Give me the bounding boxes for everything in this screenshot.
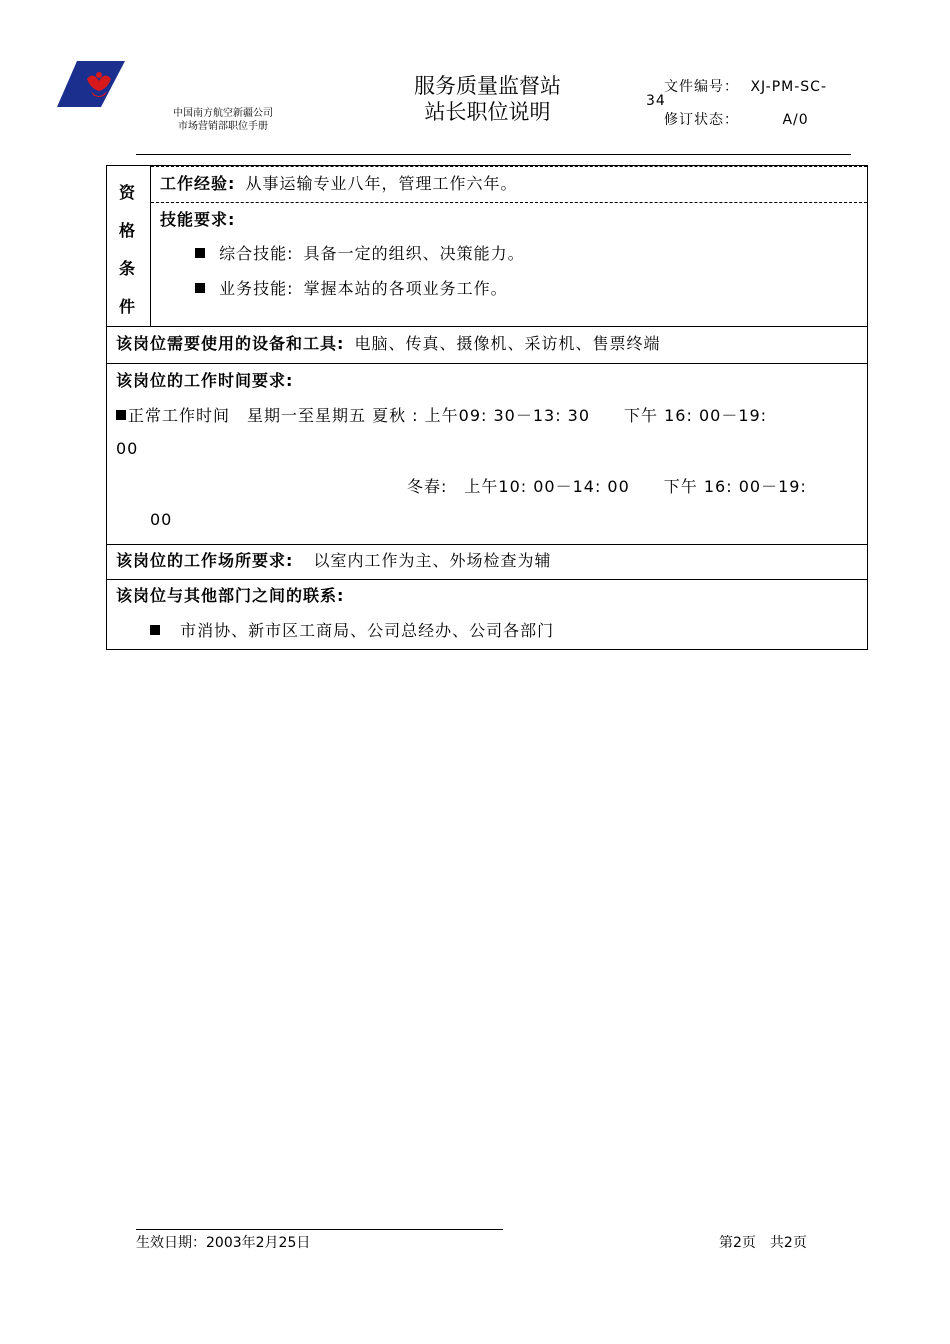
doc-no-value: XJ-PM-SC-: [750, 79, 828, 95]
experience-divider: [151, 202, 867, 203]
skill-item-label: 业务技能:: [219, 279, 294, 298]
experience-row: [160, 171, 518, 194]
doc-no-label: 文件编号：: [664, 79, 739, 95]
company-name: [150, 107, 296, 133]
header-divider: [136, 154, 851, 155]
experience-text: 从事运输专业八年，管理工作六年。: [245, 174, 518, 193]
skill-item: [195, 276, 508, 299]
document-number: [664, 76, 827, 96]
row-divider: [107, 363, 867, 364]
document-title: [380, 73, 595, 125]
work-time-line-1-text: 正常工作时间 星期一至星期五 夏秋 : 上午09: 30－13: 30 下午 16: 00－19:: [128, 406, 768, 425]
work-time-line-2-wrap: 00: [150, 510, 173, 529]
title-line-1: 服务质量监督站: [414, 74, 561, 98]
work-time-line-1: [116, 403, 767, 426]
relations-label: 该岗位与其他部门之间的联系:: [116, 586, 345, 605]
bullet-icon: [195, 248, 205, 258]
row-divider: [107, 326, 867, 327]
skill-item: [195, 241, 525, 264]
row-divider: [107, 544, 867, 545]
bullet-icon: [150, 625, 160, 635]
equipment-row: [116, 331, 661, 354]
title-line-2: 站长职位说明: [424, 100, 551, 124]
effective-date: 生效日期：2003年2月25日: [136, 1235, 311, 1251]
page-number: 第2页 共2页: [719, 1235, 807, 1251]
top-dashed-border: [151, 166, 867, 167]
workplace-label: 该岗位的工作场所要求:: [116, 551, 294, 570]
qual-char-2: 格: [118, 221, 135, 240]
workplace-row: [116, 548, 552, 571]
company-line-2: 市场营销部职位手册: [178, 121, 268, 132]
company-logo: [57, 61, 125, 107]
bullet-icon: [116, 410, 126, 420]
bullet-icon: [195, 283, 205, 293]
workplace-text: 以室内工作为主、外场检查为辅: [313, 551, 552, 570]
qual-char-1: 资: [118, 183, 135, 202]
experience-label: 工作经验:: [160, 174, 236, 193]
skill-item-text: 具备一定的组织、决策能力。: [303, 244, 525, 263]
work-time-line-1-wrap: 00: [116, 439, 139, 458]
revision-value: A/0: [782, 112, 809, 128]
job-description-table: [106, 165, 868, 650]
qual-char-3: 条: [118, 259, 135, 278]
relations-text: 市消协、新市区工商局、公司总经办、公司各部门: [180, 621, 555, 640]
equipment-label: 该岗位需要使用的设备和工具:: [116, 334, 345, 353]
skill-item-label: 综合技能:: [219, 244, 294, 263]
revision-status: [664, 109, 809, 129]
skill-item-text: 掌握本站的各项业务工作。: [303, 279, 508, 298]
row-divider: [107, 579, 867, 580]
work-time-label: 该岗位的工作时间要求:: [116, 371, 294, 390]
doc-no-wrap: 34: [646, 93, 666, 109]
equipment-text: 电脑、传真、摄像机、采访机、售票终端: [354, 334, 661, 353]
footer-divider: [136, 1229, 503, 1230]
qual-char-4: 件: [118, 297, 135, 316]
relations-item: [150, 618, 554, 641]
qualifications-label-cell: [107, 166, 151, 326]
work-time-line-2: 冬春: 上午10: 00－14: 00 下午 16: 00－19:: [407, 477, 807, 496]
company-line-1: 中国南方航空新疆公司: [173, 108, 273, 119]
skills-label: 技能要求:: [160, 210, 236, 229]
revision-label: 修订状态：: [664, 112, 739, 128]
